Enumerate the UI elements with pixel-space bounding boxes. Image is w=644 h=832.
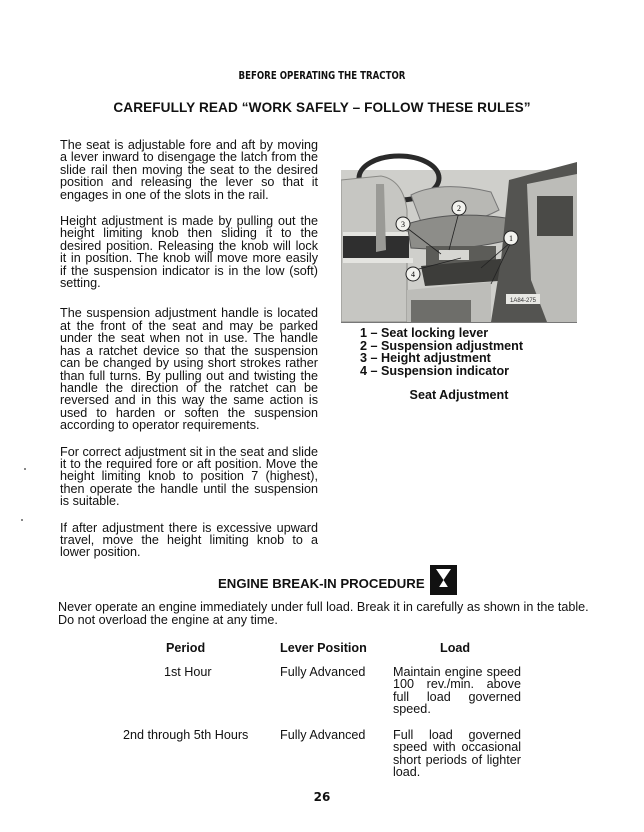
scan-speck bbox=[24, 468, 26, 470]
svg-text:1: 1 bbox=[509, 234, 513, 243]
svg-text:4: 4 bbox=[411, 270, 415, 279]
seat-adjustment-photo bbox=[341, 140, 577, 322]
callout-4 bbox=[406, 267, 420, 281]
paragraph-height: Height adjustment is made by pulling out the height limiting knob then sliding it to the desired position. Releasing the knob will lock it in position. The knob will move more easily if the suspension indicator is in the low (soft) setting. bbox=[60, 214, 318, 291]
cell-lever-position: Fully Advanced bbox=[280, 728, 366, 742]
cell-load: Maintain engine speed 100 rev./min. above full load governed speed. bbox=[393, 665, 521, 717]
legend-item: 2 – Suspension adjustment bbox=[360, 338, 524, 353]
column-header-load: Load bbox=[440, 641, 471, 655]
tractor-seat-illustration bbox=[341, 140, 577, 322]
svg-text:2: 2 bbox=[457, 204, 461, 213]
photo-code: 1A84-275 bbox=[509, 298, 537, 304]
callout-2 bbox=[452, 201, 466, 215]
figure-divider bbox=[341, 322, 577, 323]
svg-text:3: 3 bbox=[401, 220, 405, 229]
figure-legend bbox=[360, 327, 523, 377]
paragraph-correct-adjustment: For correct adjustment sit in the seat and slide it to the required fore or aft position. Move the height limiting knob to position 7 (highest), then operate the handle until the suspension is suitable. bbox=[60, 444, 318, 509]
paragraph-excessive-travel: If after adjustment there is excessive upward travel, move the height limiting knob to a lower position. bbox=[60, 520, 318, 560]
cell-load: Full load governed speed with occasional short periods of lighter load. bbox=[393, 728, 521, 780]
callout-3 bbox=[396, 217, 410, 231]
page-number: 26 bbox=[313, 790, 331, 804]
hourglass-icon bbox=[430, 565, 457, 595]
column-header-lever-position: Lever Position bbox=[280, 641, 367, 655]
cell-lever-position: Fully Advanced bbox=[280, 665, 366, 679]
figure-caption: Seat Adjustment bbox=[409, 388, 509, 402]
running-head: BEFORE OPERATING THE TRACTOR bbox=[238, 70, 406, 82]
paragraph-suspension: The suspension adjustment handle is located at the front of the seat and may be parked under the seat when not in use. The handle has a ratchet device so that the suspension can be changed by using short strokes rather than full turns. By pulling out and twisting the handle the direction of the ratchet can be reversed and in this way the same action is used to harden or soften the suspension according to operator requirements. bbox=[60, 306, 318, 433]
engine-section-title: ENGINE BREAK-IN PROCEDURE bbox=[218, 576, 425, 591]
section-title: CAREFULLY READ “WORK SAFELY – FOLLOW THESE RULES” bbox=[113, 100, 531, 115]
paragraph-fore-aft: The seat is adjustable fore and aft by moving a lever inward to disengage the latch from the slide rail then moving the seat to the desired position and releasing the lever so that it engages in one of the slots in the rail. bbox=[60, 138, 318, 202]
callout-1 bbox=[504, 231, 518, 245]
legend-item: 1 – Seat locking lever bbox=[360, 326, 489, 340]
scan-speck bbox=[21, 519, 23, 521]
legend-item: 3 – Height adjustment bbox=[360, 351, 491, 366]
cell-period: 2nd through 5th Hours bbox=[123, 728, 249, 742]
legend-item: 4 – Suspension indicator bbox=[360, 363, 510, 378]
column-header-period: Period bbox=[166, 641, 206, 655]
seat-adjustment-text bbox=[60, 139, 318, 569]
cell-period: 1st Hour bbox=[164, 665, 212, 679]
engine-intro: Never operate an engine immediately under full load. Break it in carefully as shown in the table. Do not overload the engine at any time. bbox=[58, 600, 589, 627]
